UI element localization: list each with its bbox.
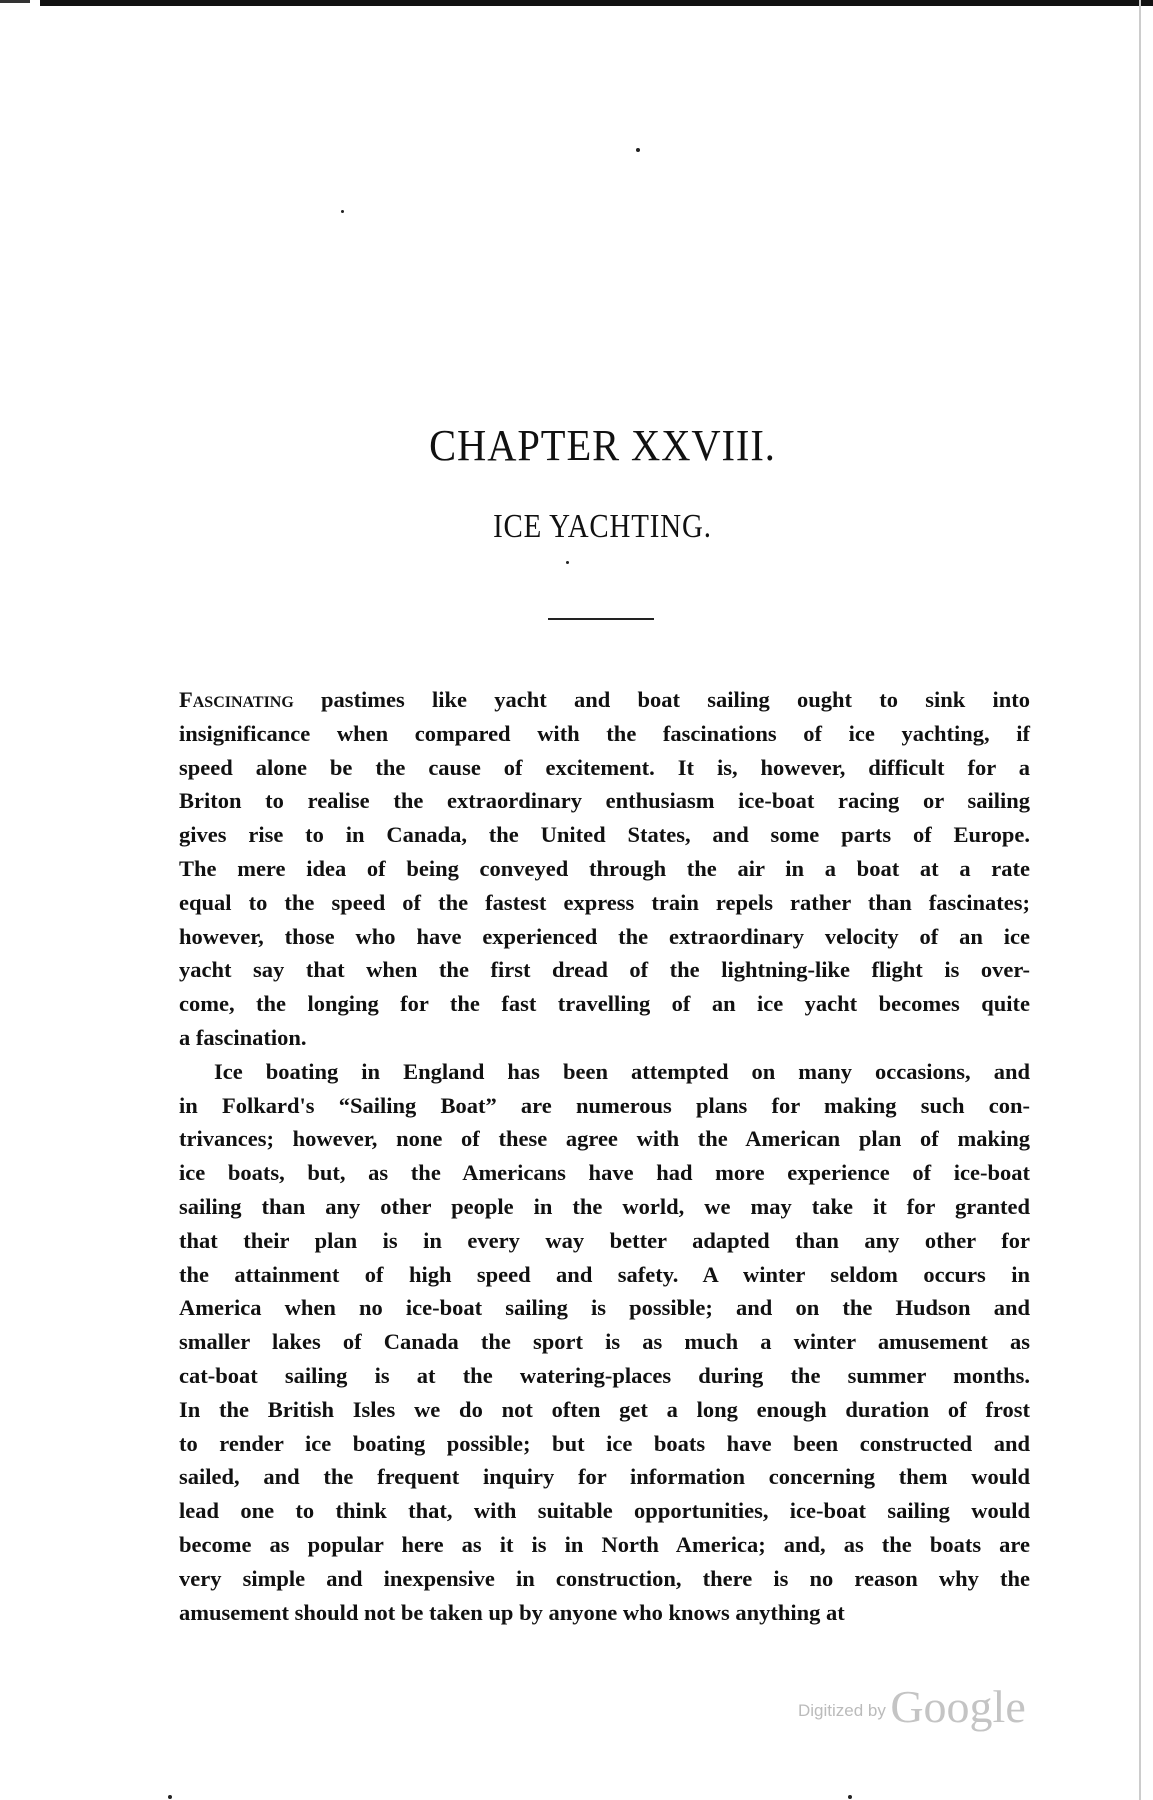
text-line: come, the longing for the fast travelling of an ice yacht becomes quite <box>179 991 1030 1017</box>
text-line: sailing than any other people in the world, we may take it for granted <box>179 1193 1030 1219</box>
text-line: In the British Isles we do not often get a long enough duration of frost <box>179 1396 1030 1422</box>
chapter-heading: CHAPTER XXVIII. <box>429 421 776 470</box>
text-line: sailed, and the frequent inquiry for information concerning them would <box>179 1464 1030 1490</box>
body-text <box>179 683 1030 1629</box>
text-line: amusement should not be taken up by anyone who knows anything at <box>179 1599 845 1625</box>
text-line: the attainment of high speed and safety. A winter seldom occurs in <box>179 1261 1030 1287</box>
text-line: insignificance when compared with the fascinations of ice yachting, if <box>179 720 1030 746</box>
text-line: lead one to think that, with suitable opportunities, ice-boat sailing would <box>179 1498 1030 1524</box>
text-line: to render ice boating possible; but ice boats have been constructed and <box>179 1430 1030 1456</box>
title-divider <box>548 618 654 620</box>
text-line: speed alone be the cause of excitement. It is, however, difficult for a <box>179 754 1030 780</box>
scan-right-edge <box>1139 0 1141 1800</box>
scan-speck <box>848 1795 852 1799</box>
scan-speck <box>566 561 569 564</box>
google-logo: Google <box>890 1681 1026 1732</box>
text-line: Briton to realise the extraordinary enthusiasm ice-boat racing or sailing <box>179 788 1030 814</box>
text-line: The mere idea of being conveyed through the air in a boat at a rate <box>179 855 1030 881</box>
text-line: Ice boating in England has been attempted on many occasions, and <box>214 1058 1030 1084</box>
text-line: that their plan is in every way better adapted than any other for <box>179 1227 1030 1253</box>
chapter-title: ICE YACHTING. <box>493 508 712 545</box>
text-line: gives rise to in Canada, the United States, and some parts of Europe. <box>179 822 1030 848</box>
scan-speck <box>168 1795 172 1799</box>
text-line: very simple and inexpensive in construction, there is no reason why the <box>179 1565 1030 1591</box>
text-line: however, those who have experienced the extraordinary velocity of an ice <box>179 923 1030 949</box>
text-line: Fascinating pastimes like yacht and boat sailing ought to sink into <box>179 687 1030 712</box>
text-line: trivances; however, none of these agree with the American plan of making <box>179 1126 1030 1152</box>
digitized-by-google-watermark: Digitized by Google <box>798 1681 1026 1732</box>
lead-word: Fascinating <box>179 687 294 712</box>
text-line: in Folkard's “Sailing Boat” are numerous plans for making such con- <box>179 1092 1030 1118</box>
text-line: America when no ice-boat sailing is possible; and on the Hudson and <box>179 1295 1030 1321</box>
text-line: yacht say that when the first dread of the lightning-like flight is over- <box>179 957 1030 983</box>
text-line: equal to the speed of the fastest express train repels rather than fascinates; <box>179 889 1030 915</box>
text-line: smaller lakes of Canada the sport is as much a winter amusement as <box>179 1329 1030 1355</box>
text-line: a fascination. <box>179 1024 307 1050</box>
scan-edge <box>0 0 30 3</box>
scan-speck <box>636 148 640 152</box>
text-line: cat-boat sailing is at the watering-places during the summer months. <box>179 1362 1030 1388</box>
scan-speck <box>341 210 344 213</box>
text-line: ice boats, but, as the Americans have had more experience of ice-boat <box>179 1160 1030 1186</box>
scan-top-border <box>40 0 1153 6</box>
text-line: become as popular here as it is in North America; and, as the boats are <box>179 1531 1030 1557</box>
